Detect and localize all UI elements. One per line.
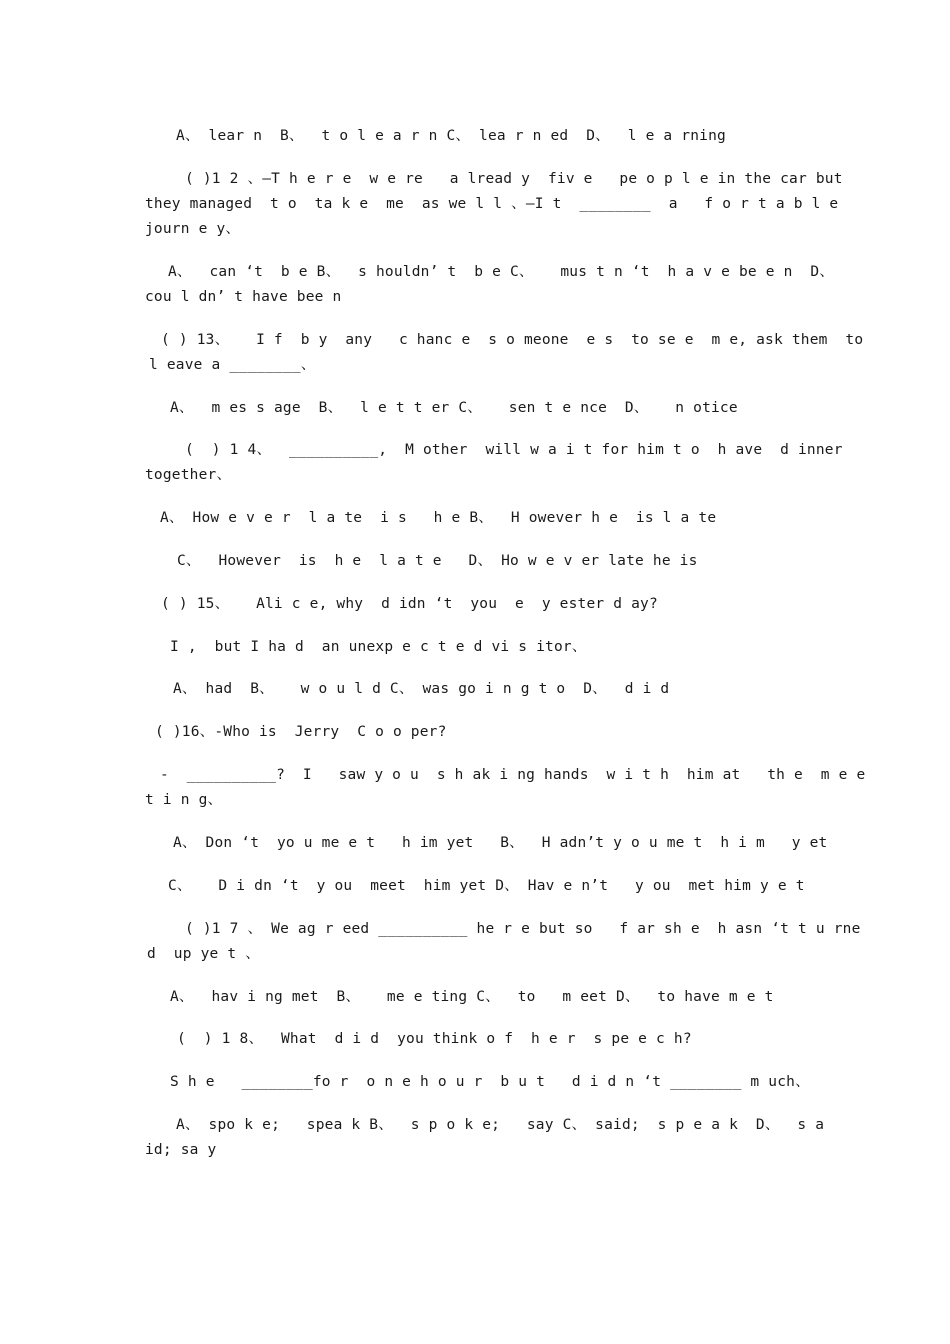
q15-options-line: A、 had B、 w o u l d C、 was go i n g t o D、 d i d	[173, 681, 670, 697]
q18-options-line-1: A、 spo k e; spea k B、 s p o k e; say C、 said; s p e a k D、 s a	[176, 1117, 825, 1133]
q14-options-line-1: A、 How e v e r l a te i s h e B、 H owever h e is l a te	[160, 510, 717, 526]
q15-response-line: I , but I ha d an unexp e c t e d vi s itor、	[170, 639, 587, 655]
q12-options-line-1: A、 can ‘t b e B、 s houldn’ t b e C、 mus t n ‘t h a v e be e n D、	[168, 264, 835, 280]
q17-stem-line-2: d up ye t 、	[147, 946, 260, 962]
q14-options-line-2: C、 However is h e l a t e D、 Ho w e v er late he is	[177, 553, 698, 569]
q16-options-line-1: A、 Don ‘t yo u me e t h im yet B、 H adn’t y o u me t h i m y et	[173, 835, 828, 851]
q13-stem-line-1: ( ) 13、 I f b y any c hanc e s o meone e s to se e m e, ask them to	[161, 332, 864, 348]
q16-options-line-2: C、 D i dn ‘t y ou meet him yet D、 Hav e n’t y ou met him y e t	[168, 878, 805, 894]
q14-stem-line-2: together、	[145, 467, 232, 483]
q17-options-line: A、 hav i ng met B、 me e ting C、 to m eet D、 to have m e t	[170, 989, 774, 1005]
q16-response-line-2: t i n g、	[145, 792, 223, 808]
q18-stem-line: ( ) 1 8、 What d i d you think o f h e r s pe e c h?	[177, 1031, 692, 1047]
q13-stem-line-2: l eave a ________、	[149, 357, 316, 373]
q12-stem-line-1: ( )1 2 、—T h e r e w e re a lread y fiv e pe o p l e in the car but	[185, 171, 843, 187]
q12-options-line-2: cou l dn’ t have bee n	[145, 289, 342, 305]
q13-options-line: A、 m es s age B、 l e t t er C、 sen t e nce D、 n otice	[170, 400, 738, 416]
q12-stem-line-3: journ e y、	[145, 221, 241, 237]
q15-stem-line: ( ) 15、 Ali c e, why d idn ‘t you e y ester d ay?	[161, 596, 658, 612]
q12-stem-line-2: they managed t o ta k e me as we l l 、—I t ________ a f o r t a b l e	[145, 196, 839, 212]
q14-stem-line-1: ( ) 1 4、 __________, M other will w a i t for him t o h ave d inner	[185, 442, 843, 458]
q18-response-line: S h e ________fo r o n e h o u r b u t d i d n ‘t ________ m uch、	[170, 1074, 810, 1090]
q16-response-line-1: - __________? I saw y o u s h ak i ng hands w i t h him at th e m e e	[160, 767, 866, 783]
q16-stem-line: ( )16、-Who is Jerry C o o per?	[155, 724, 447, 740]
q11-options-line: A、 lear n B、 t o l e a r n C、 lea r n ed D、 l e a rning	[176, 128, 726, 144]
q17-stem-line-1: ( )1 7 、 We ag r eed __________ he r e but so f ar sh e h asn ‘t t u rne	[185, 921, 861, 937]
q18-options-line-2: id; sa y	[145, 1142, 217, 1158]
